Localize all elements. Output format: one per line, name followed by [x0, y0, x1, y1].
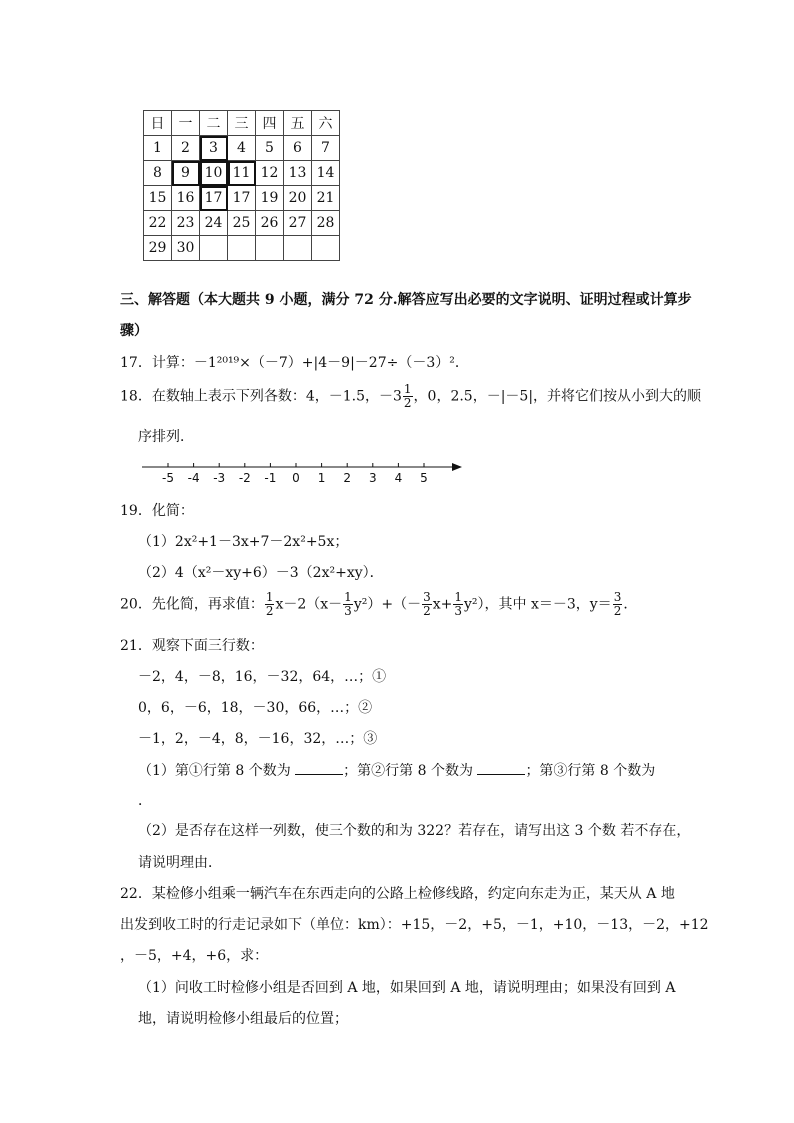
calendar-header: 三	[228, 111, 256, 136]
calendar-cell: 16	[172, 186, 200, 211]
calendar-cell: 5	[256, 136, 284, 161]
sequence-row-1: －2，4，－8，16，－32，64，…；①	[138, 669, 387, 685]
fraction: $\frac{3}{2}$	[423, 590, 431, 618]
calendar-header: 五	[284, 111, 312, 136]
number-line-label: 4	[394, 471, 403, 485]
calendar-cell-boxed: 10	[200, 161, 228, 186]
q20-text: ．	[623, 596, 638, 613]
question-22: 22．某检修小组乘一辆汽车在东西走向的公路上检修线路，约定向东走为正，某天从 A 地	[120, 886, 675, 902]
calendar-header-row	[144, 111, 340, 136]
number-line	[138, 455, 468, 487]
question-20	[120, 591, 637, 618]
question-22-cont: ，－5，+4，+6，求：	[120, 948, 269, 964]
q20-text: 20．先化简，再求值：	[120, 596, 264, 613]
calendar-cell	[284, 236, 312, 261]
question-17: 17．计算：－1²⁰¹⁹×（－7）+|4－9|－27÷（－3）²．	[120, 355, 469, 371]
fraction: $\frac{1}{2}$	[403, 382, 412, 410]
number-line-label: -3	[213, 471, 226, 485]
calendar-cell-boxed: 11	[228, 161, 256, 186]
calendar-header: 日	[144, 111, 172, 136]
calendar-cell: 24	[200, 211, 228, 236]
calendar-cell: 28	[312, 211, 340, 236]
question-22-part1-cont: 地，请说明检修小组最后的位置；	[138, 1011, 348, 1027]
q20-text: x－2（x－	[275, 596, 343, 613]
calendar-cell: 25	[228, 211, 256, 236]
calendar-cell	[312, 236, 340, 261]
q18-prefix: 18．在数轴上表示下列各数：4，－1.5，－3	[120, 388, 402, 405]
number-line-label: -1	[264, 471, 277, 485]
calendar-table	[143, 110, 340, 261]
calendar-cell: 2	[172, 136, 200, 161]
fraction: $\frac{3}{2}$	[613, 590, 622, 618]
calendar-cell: 29	[144, 236, 172, 261]
calendar-cell: 27	[284, 211, 312, 236]
calendar-cell: 1	[144, 136, 172, 161]
sequence-row-3: －1，2，－4，8，－16，32，…；③	[138, 731, 378, 747]
question-21-part2: （2）是否存在这样一列数，使三个数的和为 322？若存在，请写出这 3 个数 若不存在，	[138, 823, 691, 839]
calendar-header: 六	[312, 111, 340, 136]
q20-text: y²）+（－	[353, 596, 422, 613]
number-line-label: 3	[368, 471, 377, 485]
calendar-row	[144, 161, 340, 186]
calendar-cell-boxed: 3	[200, 136, 228, 161]
section-title: 三、解答题（本大题共 9 小题，满分 72 分.解答应写出必要的文字说明、证明过程或计算步	[120, 292, 692, 308]
calendar-cell: 7	[312, 136, 340, 161]
number-line-label: -2	[238, 471, 251, 485]
q21-text: ；第③行第 8 个数为	[525, 763, 656, 779]
question-22-cont: 出发到收工时的行走记录如下（单位：km）：+15，－2，+5，－1，+10，－13，－2，+12	[120, 917, 709, 933]
sequence-row-2: 0，6，－6，18，－30，66，…；②	[138, 700, 373, 716]
calendar-cell: 21	[312, 186, 340, 211]
calendar-cell-boxed: 17	[200, 186, 228, 211]
question-19-part2: （2）4（x²－xy+6）－3（2x²+xy）．	[138, 565, 384, 581]
calendar-cell: 23	[172, 211, 200, 236]
number-line-label: 5	[420, 471, 428, 485]
q21-text: ；第②行第 8 个数为	[343, 763, 473, 779]
number-line-label: -5	[162, 471, 174, 485]
calendar-row	[144, 186, 340, 211]
calendar-cell: 15	[144, 186, 172, 211]
question-21-part1-end: ．	[138, 793, 152, 809]
section-title-cont: 骤）	[120, 323, 148, 339]
arrow-icon	[452, 463, 462, 471]
number-line-label: 2	[343, 471, 352, 485]
calendar-cell: 30	[172, 236, 200, 261]
answer-blank[interactable]	[477, 762, 525, 775]
calendar-cell: 14	[312, 161, 340, 186]
question-18	[120, 383, 701, 410]
question-21-part1	[138, 760, 655, 780]
calendar-header: 二	[200, 111, 228, 136]
calendar-cell: 6	[284, 136, 312, 161]
calendar-header: 一	[172, 111, 200, 136]
q21-text: （1）第①行第 8 个数为	[138, 763, 291, 779]
calendar-cell	[228, 236, 256, 261]
calendar-cell: 4	[228, 136, 256, 161]
question-19: 19．化简：	[120, 503, 194, 519]
calendar-cell: 8	[144, 161, 172, 186]
question-18-cont: 序排列．	[138, 429, 194, 445]
calendar-cell: 26	[256, 211, 284, 236]
number-line-label: 1	[317, 471, 326, 485]
calendar-header: 四	[256, 111, 284, 136]
fraction: $\frac{1}{3}$	[344, 590, 352, 618]
calendar-cell: 17	[228, 186, 256, 211]
q20-text: x+	[432, 596, 453, 613]
calendar-cell: 13	[284, 161, 312, 186]
answer-blank[interactable]	[295, 762, 343, 775]
fraction: $\frac{1}{2}$	[265, 590, 274, 618]
calendar-row	[144, 236, 340, 261]
q18-suffix: ，0，2.5，－|－5|，并将它们按从小到大的顺	[413, 388, 702, 405]
fraction: $\frac{1}{3}$	[454, 590, 462, 618]
calendar-cell	[200, 236, 228, 261]
q20-text: y²），其中 x＝－3，y＝	[464, 596, 612, 613]
calendar-cell: 19	[256, 186, 284, 211]
question-19-part1: （1）2x²+1－3x+7－2x²+5x；	[138, 534, 349, 550]
number-line-label: 0	[292, 471, 300, 485]
calendar-row	[144, 211, 340, 236]
question-21: 21．观察下面三行数：	[120, 638, 264, 654]
calendar-cell: 12	[256, 161, 284, 186]
calendar-cell: 20	[284, 186, 312, 211]
calendar-cell	[256, 236, 284, 261]
question-21-part2-cont: 请说明理由．	[138, 855, 222, 871]
calendar-cell-boxed: 9	[172, 161, 200, 186]
calendar-cell: 22	[144, 211, 172, 236]
question-22-part1: （1）问收工时检修小组是否回到 A 地，如果回到 A 地，请说明理由；如果没有回到 A	[138, 980, 676, 996]
calendar-row	[144, 136, 340, 161]
number-line-label: -4	[187, 471, 200, 485]
